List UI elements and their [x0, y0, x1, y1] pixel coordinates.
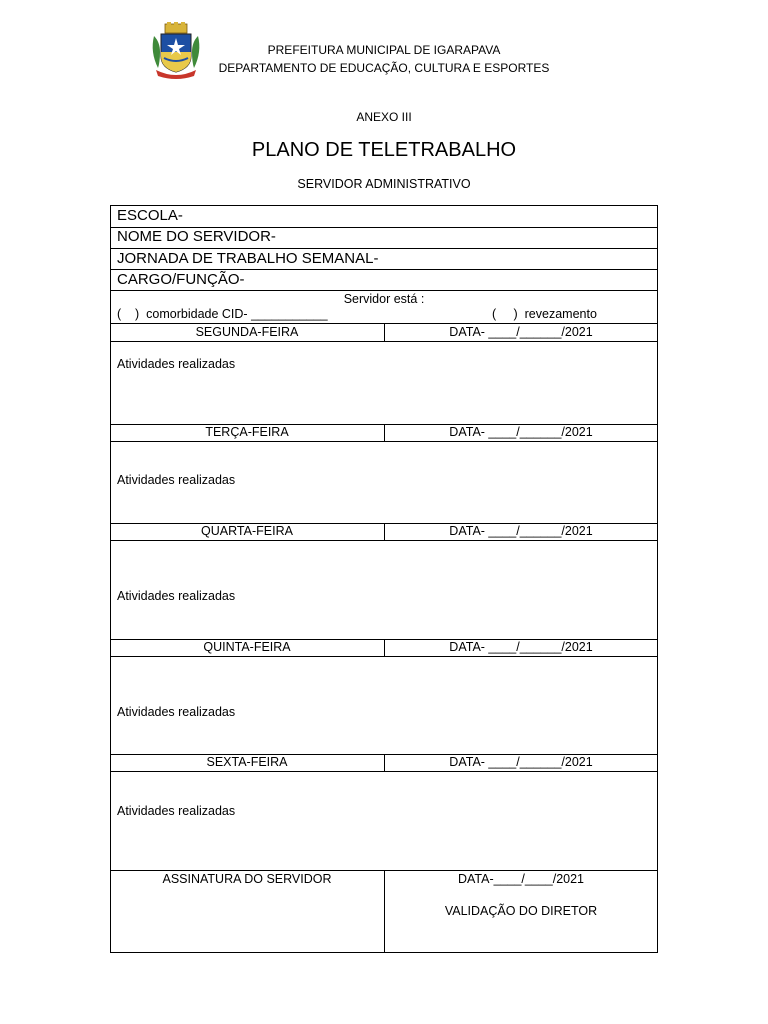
page-subtitle: SERVIDOR ADMINISTRATIVO	[297, 177, 471, 191]
date-field-wednesday[interactable]: DATA- ____/______/2021	[449, 524, 593, 538]
date-field-monday[interactable]: DATA- ____/______/2021	[449, 325, 593, 339]
divider	[110, 540, 658, 541]
divider	[110, 771, 658, 772]
workload-field[interactable]: JORNADA DE TRABALHO SEMANAL-	[117, 250, 379, 267]
activities-monday[interactable]: Atividades realizadas	[117, 357, 236, 371]
footer-date-field[interactable]: DATA-____/____/2021	[457, 872, 584, 886]
date-field-thursday[interactable]: DATA- ____/______/2021	[449, 640, 593, 654]
comorbidity-option[interactable]: ( ) comorbidade CID- ___________	[117, 307, 328, 321]
rotation-option[interactable]: ( ) revezamento	[492, 307, 597, 321]
divider	[110, 441, 658, 442]
divider	[110, 341, 658, 342]
activities-friday[interactable]: Atividades realizadas	[117, 804, 236, 818]
role-field[interactable]: CARGO/FUNÇÃO-	[117, 271, 245, 288]
annex-label: ANEXO III	[356, 110, 412, 124]
divider	[110, 656, 658, 657]
date-field-tuesday[interactable]: DATA- ____/______/2021	[449, 425, 593, 439]
day-label-friday: SEXTA-FEIRA	[206, 755, 288, 769]
date-field-friday[interactable]: DATA- ____/______/2021	[449, 755, 593, 769]
day-label-wednesday: QUARTA-FEIRA	[201, 524, 293, 538]
day-label-tuesday: TERÇA-FEIRA	[205, 425, 289, 439]
page-title: PLANO DE TELETRABALHO	[251, 139, 517, 161]
header-department: DEPARTAMENTO DE EDUCAÇÃO, CULTURA E ESPORTES	[218, 61, 550, 75]
status-label: Servidor está :	[343, 292, 425, 306]
director-validation-field[interactable]: VALIDAÇÃO DO DIRETOR	[444, 904, 598, 918]
server-name-field[interactable]: NOME DO SERVIDOR-	[117, 228, 276, 245]
day-label-thursday: QUINTA-FEIRA	[203, 640, 291, 654]
signature-field[interactable]: ASSINATURA DO SERVIDOR	[162, 872, 332, 886]
header-municipality: PREFEITURA MUNICIPAL DE IGARAPAVA	[267, 43, 501, 57]
activities-thursday[interactable]: Atividades realizadas	[117, 705, 236, 719]
activities-wednesday[interactable]: Atividades realizadas	[117, 589, 236, 603]
day-label-monday: SEGUNDA-FEIRA	[195, 325, 299, 339]
school-field[interactable]: ESCOLA-	[117, 207, 183, 224]
activities-tuesday[interactable]: Atividades realizadas	[117, 473, 236, 487]
